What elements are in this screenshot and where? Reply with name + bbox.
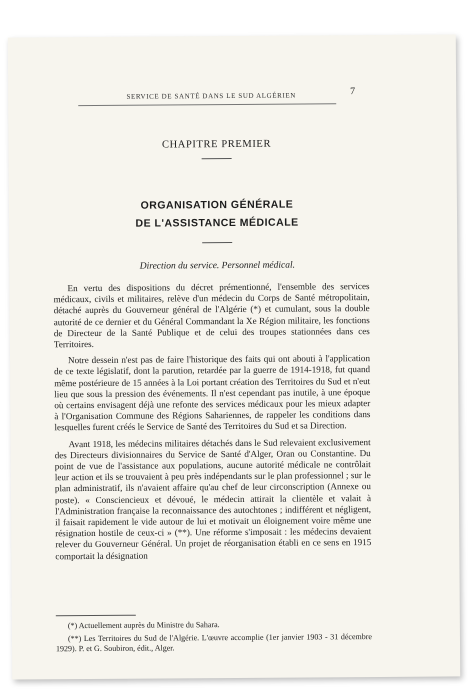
section-subtitle: Direction du service. Personnel médical.: [139, 260, 296, 272]
page-number: 7: [350, 86, 356, 98]
paragraph-3: Avant 1918, les médecins militaires détachés dans le Sud relevaient exclusivement des Directeurs divisionnaires du Service de Santé d'Alger, Oran ou Constantine. Du point de vue de l'assistance aux populations, aucune autorité médicale ne contrôlait leur action et ils se trouvaient à peu près indépendants sur le plan professionnel ; sur le plan administratif, ils n'avaient affaire qu'au chef de leur circonscription (Annexe ou poste). « Consciencieux et dévoué, le médecin attirait la clientèle et valait à l'Administration française la reconnaissance des autochtones ; indifférent et négligent, il faisait rapidement le vide autour de lui et motivait un éloignement voire même une résignation hostile de ceux-ci » (**). Une réforme s'imposait : les médecins devaient relever du Gouverneur Général. Un projet de réorganisation établi en ce sens en 1915 comportait la désignation: [54, 436, 372, 561]
chapter-title-line-2: DE L'ASSISTANCE MÉDICALE: [135, 216, 299, 230]
footnotes: [56, 619, 372, 657]
body-text: [53, 281, 371, 567]
paragraph-1: En vertu des dispositions du décret prémentionné, l'ensemble des services médicaux, civils et militaires, relève d'un médecin du Corps de Santé métropolitain, détaché auprès du Gouverneur général de l'Algérie (*) et cumulant, sous la double autorité de ce dernier et du Général Commandant la Xe Région militaire, les fonctions de Directeur de la Santé Publique et de celui des troupes stationnées dans ces Territoires.: [53, 281, 370, 350]
chapter-label: CHAPITRE PREMIER: [161, 138, 272, 151]
header-rule: [78, 103, 336, 106]
footnote-2: (**) Les Territoires du Sud de l'Algérie. L'œuvre accomplie (1er janvier 1903 - 31 décembre 1929). P. et G. Soubiron, édit., Alger.: [56, 632, 372, 654]
document-page: [8, 34, 460, 679]
title-divider: [202, 242, 232, 243]
running-head: SERVICE DE SANTÉ DANS LE SUD ALGÉRIEN: [126, 91, 296, 101]
footnote-rule: [56, 615, 136, 617]
chapter-divider: [202, 158, 232, 159]
paragraph-2: Notre dessein n'est pas de faire l'historique des faits qui ont abouti à l'application de ce texte législatif, dont la parution, retardée par la guerre de 1914-1918, fut quand même postérieure de 15 années à la Loi portant création des Territoires du Sud et n'eut lieu que sous la pression des événements. Il n'est cependant pas inutile, à une époque où certains envisagent déjà une refonte des services médicaux pour les mieux adapter à l'Organisation Commune des Régions Sahariennes, de rappeler les conditions dans lesquelles furent créés le Service de Santé des Territoires du Sud et sa Direction.: [54, 353, 371, 433]
footnote-1: (*) Actuellement auprès du Ministre du Sahara.: [67, 620, 220, 631]
chapter-title-line-1: ORGANISATION GÉNÉRALE: [140, 198, 294, 212]
